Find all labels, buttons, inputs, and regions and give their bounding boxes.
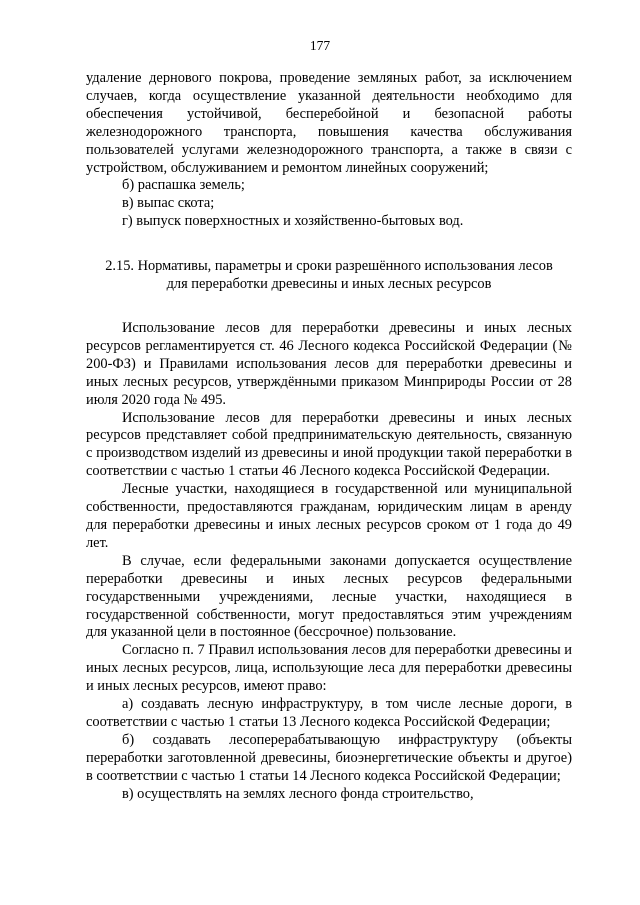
page-number: 177	[309, 38, 331, 53]
list-item: б) распашка земель;	[122, 177, 245, 194]
body-paragraph: а) создавать лесную инфраструктуру, в том числе лесные дороги, в соответствии с частью 1 статьи 13 Лесного кодекса Российской Федерации;	[86, 696, 572, 730]
list-item: г) выпуск поверхностных и хозяйственно-бытовых вод.	[122, 213, 464, 230]
top-paragraph: удаление дернового покрова, проведение земляных работ, за исключением случаев, когда осуществление указанной деятельности необходимо для обеспечения устойчивой, бесперебойной и безопасной работы железнодорожного транспорта, повышения качества обслуживания пользователей услугами железнодорожного транспорта, а также в связи с устройством, обслуживанием и ремонтом линейных сооружений;	[86, 70, 572, 176]
body-paragraph: Использование лесов для переработки древесины и иных лесных ресурсов представляет собой предпринимательскую деятельность, связанную с производством изделий из древесины и иной продукции такой переработки в соответствии с частью 1 статьи 46 Лесного кодекса Российской Федерации.	[86, 409, 572, 480]
section-heading-line1: 2.15. Нормативы, параметры и сроки разрешённого использования лесов	[105, 258, 553, 274]
section-heading	[86, 257, 572, 293]
body-paragraph: б) создавать лесоперерабатывающую инфраструктуру (объекты переработки заготовленной древесины, биоэнергетические объекты и другое) в соответствии с частью 1 статьи 14 Лесного кодекса Российской Федерации;	[86, 731, 572, 784]
body-text-block	[86, 320, 572, 803]
body-paragraph: Лесные участки, находящиеся в государственной или муниципальной собственности, предоставляются гражданам, юридическим лицам в аренду для переработки древесины и иных лесных ресурсов сроком от 1 года до 49 лет.	[86, 481, 572, 551]
body-paragraph: В случае, если федеральными законами допускается осуществление переработки древесины и иных лесных ресурсов федеральными государственными учреждениями, лесные участки, находящиеся в государственной собственности, могут предоставляться этим учреждениям для указанной цели в постоянное (бессрочное) пользование.	[86, 552, 572, 641]
section-heading-line2: для переработки древесины и иных лесных ресурсов	[166, 276, 492, 292]
list-item: в) выпас скота;	[122, 195, 215, 212]
body-paragraph: Согласно п. 7 Правил использования лесов для переработки древесины и иных лесных ресурсов, лица, использующие леса для переработки древесины и иных лесных ресурсов, имеют право:	[86, 642, 572, 695]
top-text-block	[86, 70, 572, 231]
body-paragraph: Использование лесов для переработки древесины и иных лесных ресурсов регламентируется ст. 46 Лесного кодекса Российской Федерации (№ 200-ФЗ) и Правилами использования лесов для переработки древесины и иных лесных ресурсов, утверждёнными приказом Минприроды России от 28 июля 2020 года № 495.	[86, 320, 572, 408]
body-paragraph: в) осуществлять на землях лесного фонда строительство,	[122, 785, 474, 802]
